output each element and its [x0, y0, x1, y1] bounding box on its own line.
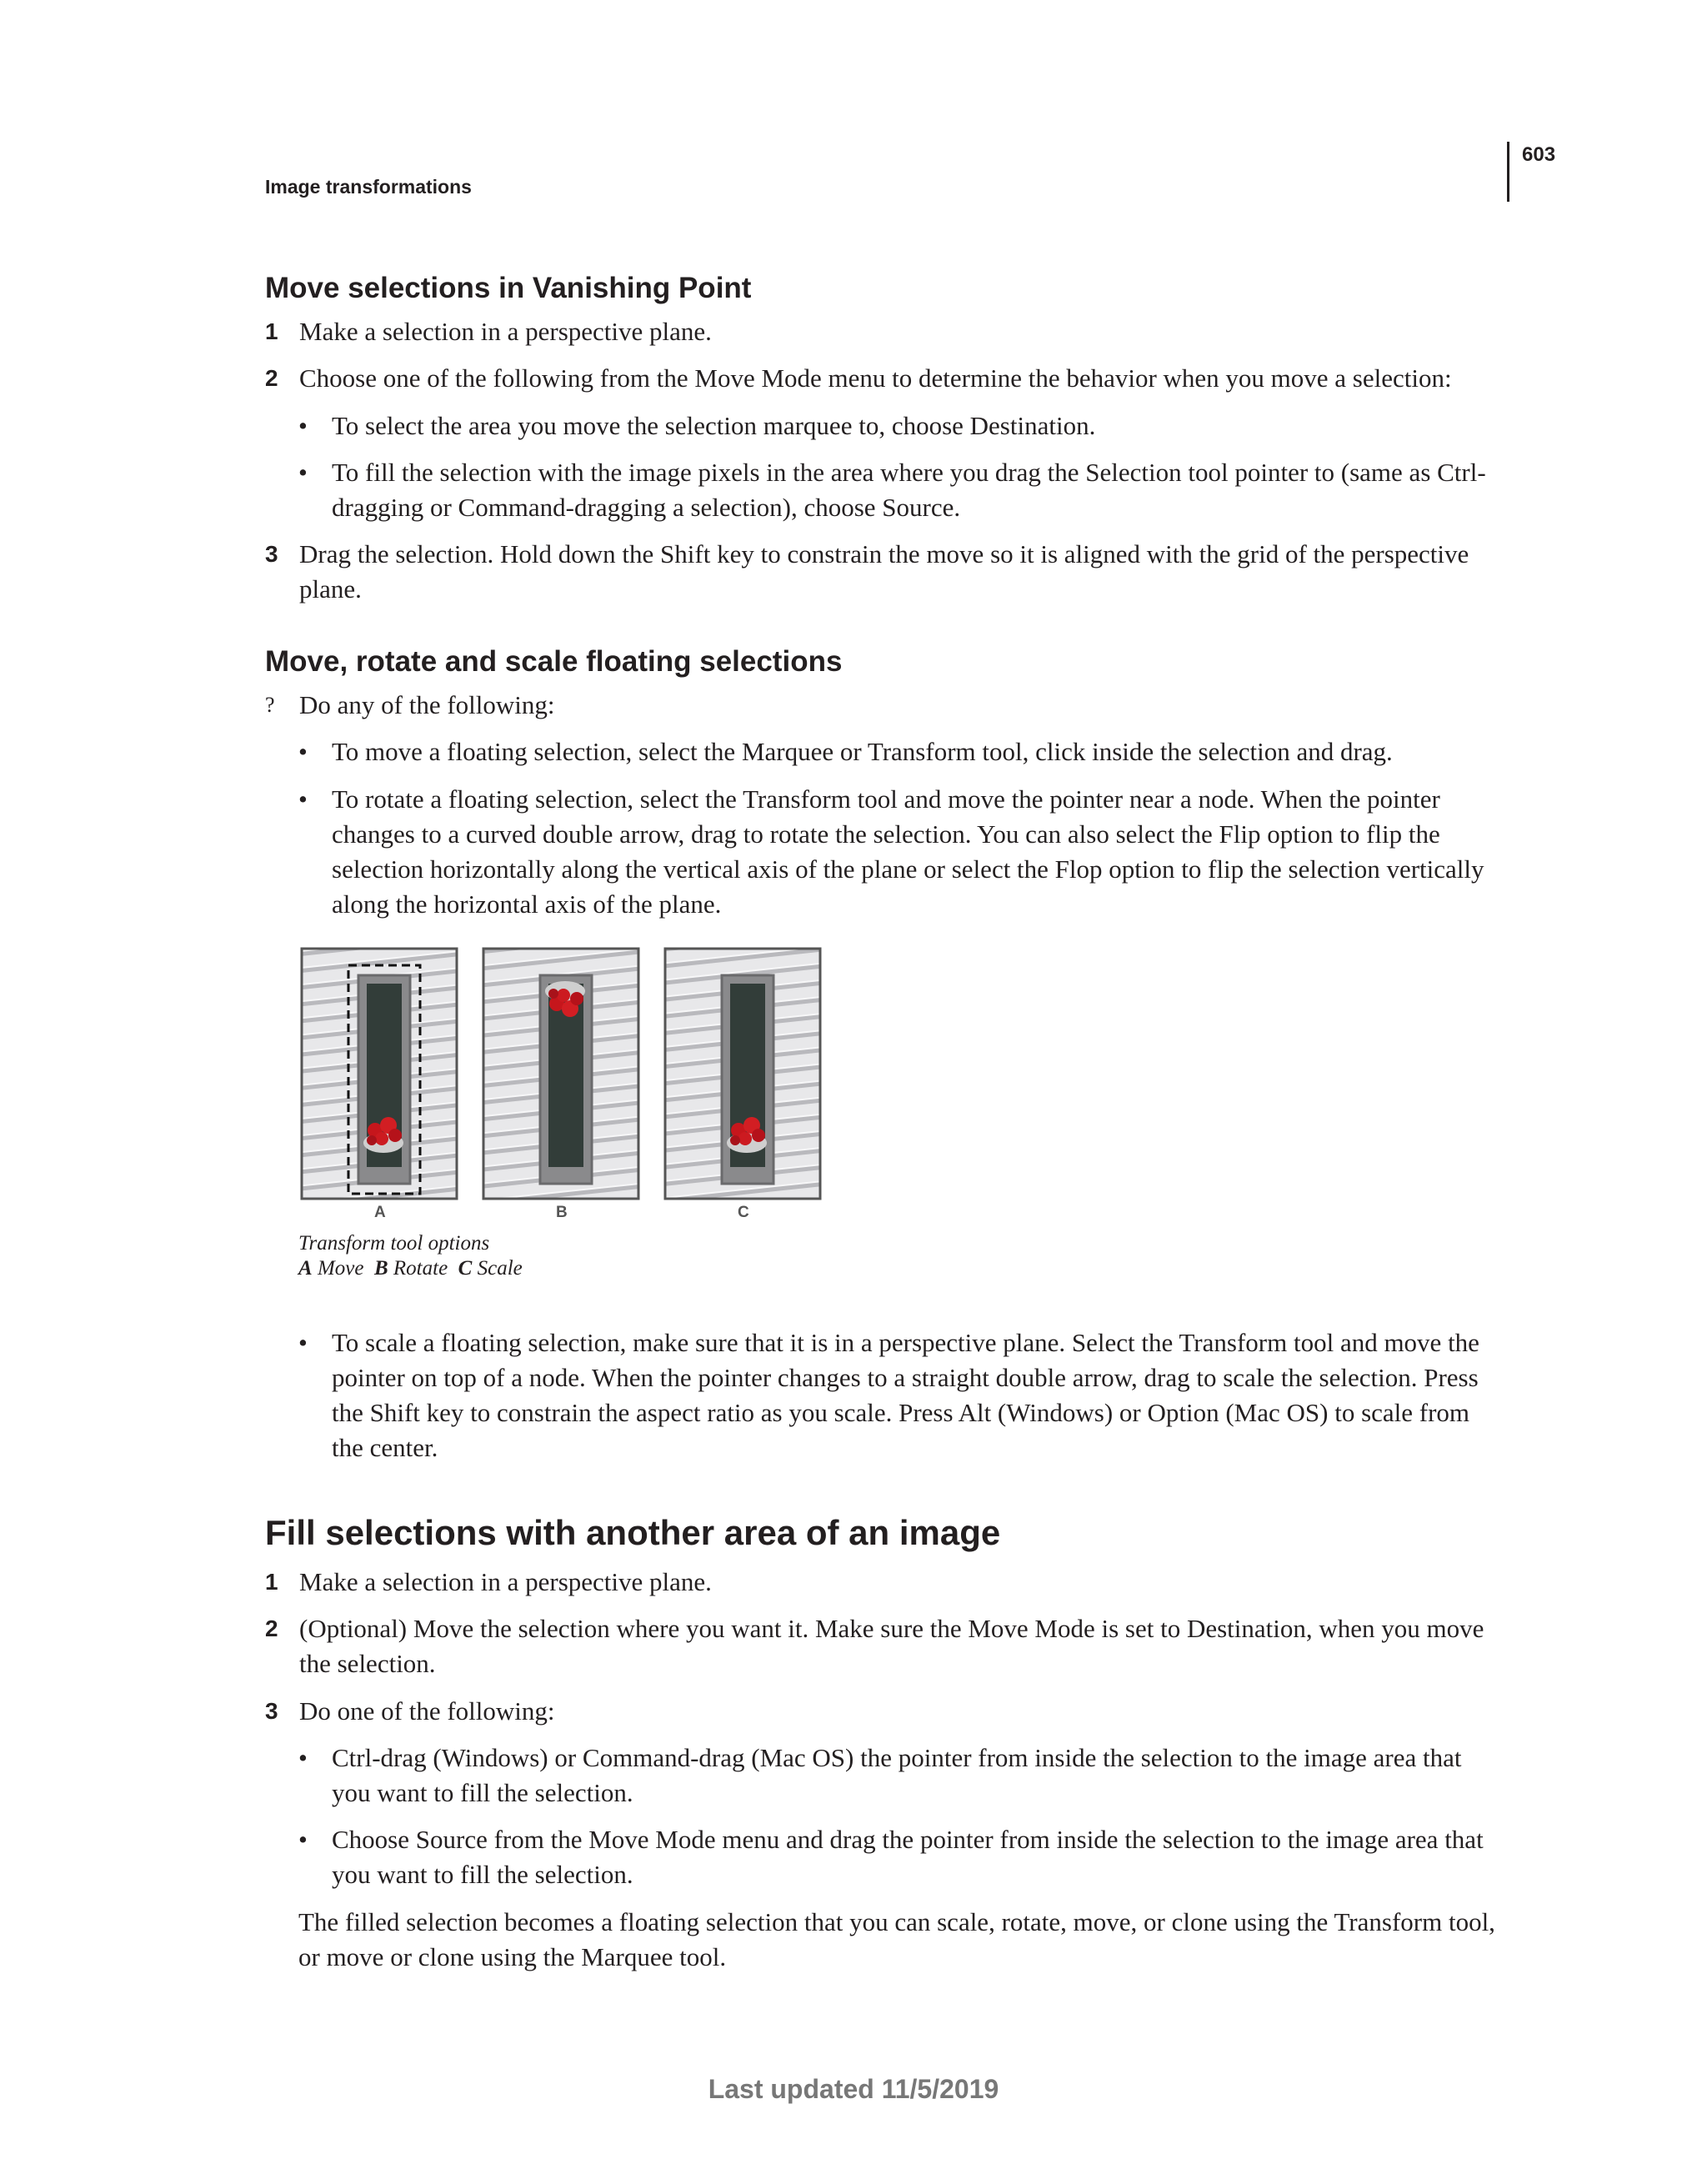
figure-caption-items [298, 1256, 523, 1281]
bullet-text: To move a floating selection, select the Marquee or Transform tool, click inside the selection and drag. [332, 737, 1393, 766]
caption-label: Rotate [393, 1257, 448, 1280]
running-head: Image transformations [265, 176, 472, 198]
figure-panel-b [483, 949, 638, 1199]
figure-panel-c [665, 949, 820, 1199]
bullet-icon: • [298, 784, 308, 814]
bullet-item [298, 408, 1507, 443]
step-text: Do one of the following: [299, 1696, 555, 1726]
intro-line [265, 688, 1507, 723]
step-item [265, 537, 1507, 607]
footer-last-updated: Last updated 11/5/2019 [708, 2074, 999, 2104]
step-number: 1 [265, 1569, 278, 1595]
step-number: 1 [265, 318, 278, 344]
step-text: Choose one of the following from the Move Mode menu to determine the behavior when you move a selection: [299, 363, 1452, 393]
bullet-icon: • [298, 1743, 308, 1772]
step-number: 2 [265, 1615, 278, 1641]
page-number: 603 [1522, 143, 1556, 166]
transform-tool-figure [292, 940, 833, 1207]
bullet-text: To rotate a floating selection, select the Transform tool and move the pointer near a node. When the pointer changes to a curved double arrow, drag to rotate the selection. You can also select the Flip option to flip the selection horizontally along the vertical axis of the plane or select the Flop option to flip the selection vertically along the horizontal axis of the plane. [332, 784, 1484, 919]
bullet-text: To fill the selection with the image pixels in the area where you drag the Selection tool pointer to (same as Ctrl-dragging or Command-dragging a selection), choose Source. [332, 458, 1486, 522]
figure-label-b: B [556, 1204, 568, 1221]
figure-label-a: A [374, 1204, 386, 1221]
bullet-item [298, 1325, 1507, 1465]
figure-label-c: C [738, 1204, 749, 1221]
step-item [265, 1565, 1507, 1600]
figure-caption-title: Transform tool options [298, 1232, 490, 1255]
section-title-move-selections: Move selections in Vanishing Point [265, 272, 752, 304]
step-text: Drag the selection. Hold down the Shift key to constrain the move so it is aligned with the grid of the perspective plane. [299, 539, 1469, 604]
bullet-icon: • [298, 1328, 308, 1357]
step-text: (Optional) Move the selection where you want it. Make sure the Move Mode is set to Destination, when you move the selection. [299, 1614, 1484, 1678]
step-item [265, 1611, 1507, 1681]
caption-key: A [298, 1257, 313, 1280]
step-text: Make a selection in a perspective plane. [299, 317, 712, 346]
section-title-fill-selections: Fill selections with another area of an image [265, 1513, 1001, 1552]
bullet-icon: • [298, 458, 308, 487]
bullet-text: To scale a floating selection, make sure that it is in a perspective plane. Select the Transform tool and move the pointer on top of a node. When the pointer changes to a straight double arrow, drag to scale the selection. Press the Shift key to constrain the aspect ratio as you scale. Press Alt (Windows) or Option (Mac OS) to scale from the center. [332, 1328, 1479, 1462]
bullet-item [298, 455, 1507, 525]
section-title-floating-selections: Move, rotate and scale floating selections [265, 645, 843, 678]
intro-text: Do any of the following: [299, 690, 555, 719]
caption-label: Move [317, 1257, 364, 1280]
bullet-item [298, 1741, 1507, 1811]
caption-key: B [373, 1257, 388, 1280]
step-number: 3 [265, 541, 278, 567]
bullet-text: Choose Source from the Move Mode menu and drag the pointer from inside the selection to the image area that you want to fill the selection. [332, 1825, 1484, 1889]
bullet-icon: • [298, 1825, 308, 1854]
step-number: 2 [265, 365, 278, 391]
step-item [265, 1694, 1507, 1729]
step-item [265, 314, 1507, 349]
intro-marker: ? [265, 693, 275, 717]
closing-paragraph: The filled selection becomes a floating selection that you can scale, rotate, move, or clone using the Transform tool, or move or clone using the Marquee tool. [298, 1907, 1495, 1971]
bullet-icon: • [298, 737, 308, 766]
caption-label: Scale [477, 1257, 523, 1280]
bullet-icon: • [298, 411, 308, 440]
bullet-item [298, 734, 1507, 769]
step-item [265, 361, 1507, 396]
header-divider [1507, 142, 1509, 202]
bullet-item [298, 782, 1507, 922]
step-text: Make a selection in a perspective plane. [299, 1567, 712, 1596]
step-number: 3 [265, 1698, 278, 1724]
caption-key: C [458, 1257, 473, 1280]
bullet-item [298, 1822, 1507, 1892]
bullet-text: To select the area you move the selection marquee to, choose Destination. [332, 411, 1096, 440]
bullet-text: Ctrl-drag (Windows) or Command-drag (Mac OS) the pointer from inside the selection to the image area that you want to fill the selection. [332, 1743, 1462, 1807]
figure-panel-a [302, 949, 457, 1199]
